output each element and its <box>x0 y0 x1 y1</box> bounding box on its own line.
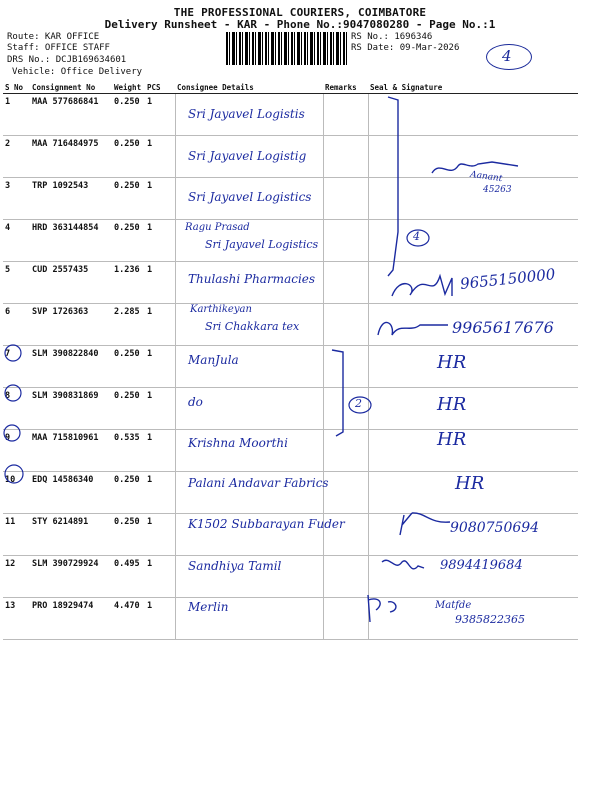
cell-pcs: 1 <box>145 94 175 136</box>
cell-consignment-no: CUD 2557435 <box>30 262 112 304</box>
col-header-consignment: Consignment No <box>30 81 112 94</box>
hr-row7: HR <box>437 352 467 373</box>
cell-consignment-no: MAA 716484975 <box>30 136 112 178</box>
cell-pcs: 1 <box>145 514 175 556</box>
phone-row12: 9894419684 <box>440 558 523 573</box>
col-header-signature: Seal & Signature <box>368 81 578 94</box>
handwritten-consignee: Sri Jayavel Logistics <box>188 190 312 204</box>
signature-number-row3: 45263 <box>483 185 512 195</box>
cell-weight: 0.250 <box>112 388 145 430</box>
cell-consignment-no: SLM 390822840 <box>30 346 112 388</box>
cell-consignment-no: MAA 577686841 <box>30 94 112 136</box>
cell-pcs: 1 <box>145 136 175 178</box>
cell-pcs: 1 <box>145 388 175 430</box>
cell-consignment-no: SLM 390729924 <box>30 556 112 598</box>
runsheet-title: THE PROFESSIONAL COURIERS, COIMBATORE <box>173 6 427 19</box>
cell-pcs: 1 <box>145 346 175 388</box>
vehicle-label: Vehicle: Office Delivery <box>12 67 143 77</box>
phone-row6: 9965617676 <box>452 318 554 337</box>
col-header-sno: S No <box>3 81 30 94</box>
col-header-consignee: Consignee Details <box>175 81 323 94</box>
bracket-count-2: 2 <box>355 397 362 410</box>
cell-weight: 0.250 <box>112 346 145 388</box>
rs-date: RS Date: 09-Mar-2026 <box>351 43 460 53</box>
cell-weight: 0.495 <box>112 556 145 598</box>
signature-text-row3: Aanant <box>469 169 503 185</box>
cell-pcs: 1 <box>145 220 175 262</box>
cell-consignment-no: SVP 1726363 <box>30 304 112 346</box>
cell-weight: 1.236 <box>112 262 145 304</box>
cell-consignment-no: MAA 715810961 <box>30 430 112 472</box>
cell-sno: 4 <box>3 220 30 262</box>
runsheet-subtitle: Delivery Runsheet - KAR - Phone No.:9047080280 - Page No.:1 <box>104 18 496 31</box>
cell-pcs: 1 <box>145 304 175 346</box>
rs-number: RS No.: 1696346 <box>351 32 433 42</box>
handwritten-consignee: Karthikeyan <box>190 304 252 315</box>
cell-weight: 0.250 <box>112 514 145 556</box>
handwritten-consignee: do <box>188 395 203 409</box>
handwritten-consignee: Sri Jayavel Logistig <box>188 149 307 163</box>
col-header-pcs: PCS <box>145 81 175 94</box>
signature-row11 <box>400 513 450 535</box>
cell-consignment-no: HRD 363144854 <box>30 220 112 262</box>
cell-sno: 6 <box>3 304 30 346</box>
phone-row13: 9385822365 <box>455 613 525 626</box>
handwritten-consignee-line2: Sri Jayavel Logistics <box>205 238 319 251</box>
handwritten-consignee: Sandhiya Tamil <box>188 559 282 573</box>
handwritten-consignee-line2: Sri Chakkara tex <box>205 320 300 333</box>
cell-sno: 1 <box>3 94 30 136</box>
cell-sno: 9 <box>3 430 30 472</box>
drs-number: DRS No.: DCJB169634601 <box>7 55 127 65</box>
cell-sno: 10 <box>3 472 30 514</box>
bracket-count-4: 4 <box>413 230 420 243</box>
handwritten-consignee: Merlin <box>188 600 229 614</box>
staff-label: Staff: OFFICE STAFF <box>7 43 110 53</box>
circle-sno-9 <box>4 425 20 441</box>
cell-consignment-no: PRO 18929474 <box>30 598 112 640</box>
cell-weight: 0.250 <box>112 94 145 136</box>
signature-row12 <box>382 560 424 569</box>
circle-sno-10 <box>5 465 23 483</box>
hr-row8: HR <box>437 394 467 415</box>
handwritten-consignee: Thulashi Pharmacies <box>188 272 316 286</box>
circle-sno-7 <box>5 345 21 361</box>
handwritten-consignee: ManJula <box>188 353 239 367</box>
hr-row9: HR <box>437 429 467 450</box>
route-label: Route: KAR OFFICE <box>7 32 100 42</box>
cell-consignment-no: STY 6214891 <box>30 514 112 556</box>
handwritten-consignee: Ragu Prasad <box>185 222 250 233</box>
handwritten-consignee: Palani Andavar Fabrics <box>188 476 329 490</box>
signature-row6 <box>378 322 448 335</box>
col-header-remarks: Remarks <box>323 81 368 94</box>
cell-sno: 5 <box>3 262 30 304</box>
cell-sno: 11 <box>3 514 30 556</box>
cell-consignment-no: TRP 1092543 <box>30 178 112 220</box>
cell-pcs: 1 <box>145 556 175 598</box>
handwritten-consignee: Krishna Moorthi <box>188 436 288 450</box>
cell-weight: 0.250 <box>112 136 145 178</box>
cell-sno: 12 <box>3 556 30 598</box>
signature-row13 <box>368 595 396 622</box>
cell-sno: 8 <box>3 388 30 430</box>
phone-row11: 9080750694 <box>450 520 540 536</box>
signature-text-row13: Matfde <box>435 600 472 611</box>
cell-pcs: 1 <box>145 430 175 472</box>
cell-pcs: 1 <box>145 178 175 220</box>
col-header-weight: Weight <box>112 81 145 94</box>
circle-sno-8 <box>5 385 21 401</box>
signature-row5 <box>392 276 452 296</box>
handwritten-consignee: Sri Jayavel Logistis <box>188 107 305 121</box>
handwritten-consignee: K1502 Subbarayan Fuder <box>188 517 345 531</box>
page-mark-number: 4 <box>502 47 512 65</box>
bracket-rows-7-8 <box>332 350 343 436</box>
cell-consignment-no: SLM 390831869 <box>30 388 112 430</box>
cell-sno: 13 <box>3 598 30 640</box>
cell-weight: 0.250 <box>112 472 145 514</box>
cell-sno: 2 <box>3 136 30 178</box>
cell-sno: 3 <box>3 178 30 220</box>
cell-weight: 4.470 <box>112 598 145 640</box>
cell-pcs: 1 <box>145 262 175 304</box>
phone-row5: 9655150000 <box>459 265 557 293</box>
cell-consignment-no: EDQ 14586340 <box>30 472 112 514</box>
cell-pcs: 1 <box>145 472 175 514</box>
bracket-rows-1-4 <box>388 97 398 276</box>
cell-weight: 0.250 <box>112 178 145 220</box>
hr-row10: HR <box>455 473 485 494</box>
cell-pcs: 1 <box>145 598 175 640</box>
cell-weight: 0.535 <box>112 430 145 472</box>
cell-sno: 7 <box>3 346 30 388</box>
cell-weight: 2.285 <box>112 304 145 346</box>
cell-weight: 0.250 <box>112 220 145 262</box>
